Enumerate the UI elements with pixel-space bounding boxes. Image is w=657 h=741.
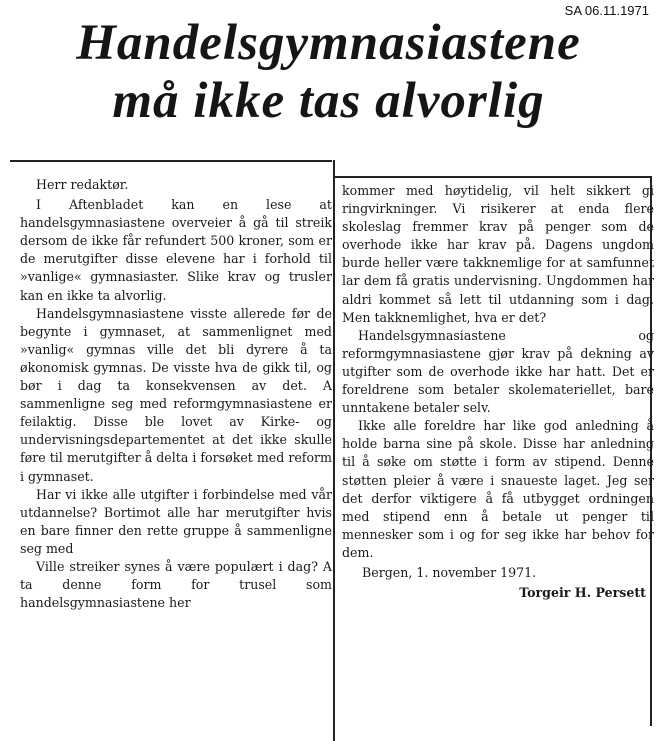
paragraph: Ikke alle foreldre har like god anledning å holde barna sine på skole. Disse har anledning til å søke om støtte i form av stipend. Denne støtten pleier å være i snaueste laget. Jeg ser det derfor viktigere å få utbygget ordningen med stipend enn å betale ut penger til mennesker som i og for seg ikke har behov for dem. (342, 418, 654, 560)
headline-line-2: må ikke tas alvorlig (112, 73, 545, 129)
paragraph-continued: kommer med høytidelig, vil helt sikkert gi ringvirkninger. Vi risikerer at enda flere skoleslag fremmer krav på penger som de overhode ikke har krav på. Dagens ungdom burde heller være takknemlige for at samfunnet lar dem få gratis undervisning. Ungdommen har aldri kommet så lett til utdanning som i dag. Men takknemlighet, hva er det? (342, 183, 654, 325)
paragraph: Ville streiker synes å være populært i dag? A ta denne form for trusel som handelsgymnasiastene her (20, 558, 332, 611)
rule-right-top (334, 176, 652, 178)
headline-line-1: Handelsgymnasiastene (76, 15, 581, 71)
dateline: Bergen, 1. november 1971. (362, 564, 537, 580)
paragraph: I Aftenbladet kan en lese at handelsgymnasiastene overveier å gå til streik dersom de ikke får refundert 500 kroner, som er de merutgifter disse elevene har i forhold til »vanlige« gymnasiaster. Slike krav og trusler kan en ikke ta alvorlig. (20, 197, 332, 303)
paragraph: Handelsgymnasiastene og reformgymnasiastene gjør krav på dekning av utgifter som de overhode ikke har hatt. Det er foreldrene som betaler skolemateriellet, bare unntakene betaler selv. (342, 327, 654, 416)
right-column (342, 182, 654, 602)
salutation: Herr redaktør. (36, 177, 129, 192)
paragraph: Har vi ikke alle utgifter i forbindelse med vår utdannelse? Bortimot alle har merutgifter hvis en bare finner den rette gruppe å sammenligne seg med (20, 486, 332, 556)
left-column (20, 176, 332, 612)
author-signature: Torgeir H. Persett (519, 585, 646, 601)
rule-left-top (10, 160, 332, 162)
rule-column-divider (333, 160, 335, 741)
archive-date-stamp: SA 06.11.1971 (564, 3, 649, 18)
paragraph: Handelsgymnasiastene visste allerede før de begynte i gymnaset, at sammenlignet med »vanlig« gymnas ville det bli dyrere å ta økonomisk gymnas. De visste hva de gikk til, og bør i dag ta konsekvensen av det. A sammenligne seg med reformgymnasiastene er feilaktig. Disse ble lovet av Kirke- og undervisningsdepartementet at det ikke skulle føre til merutgifter å delta i forsøket med reform i gymnaset. (20, 305, 332, 484)
article-headline (0, 14, 657, 130)
